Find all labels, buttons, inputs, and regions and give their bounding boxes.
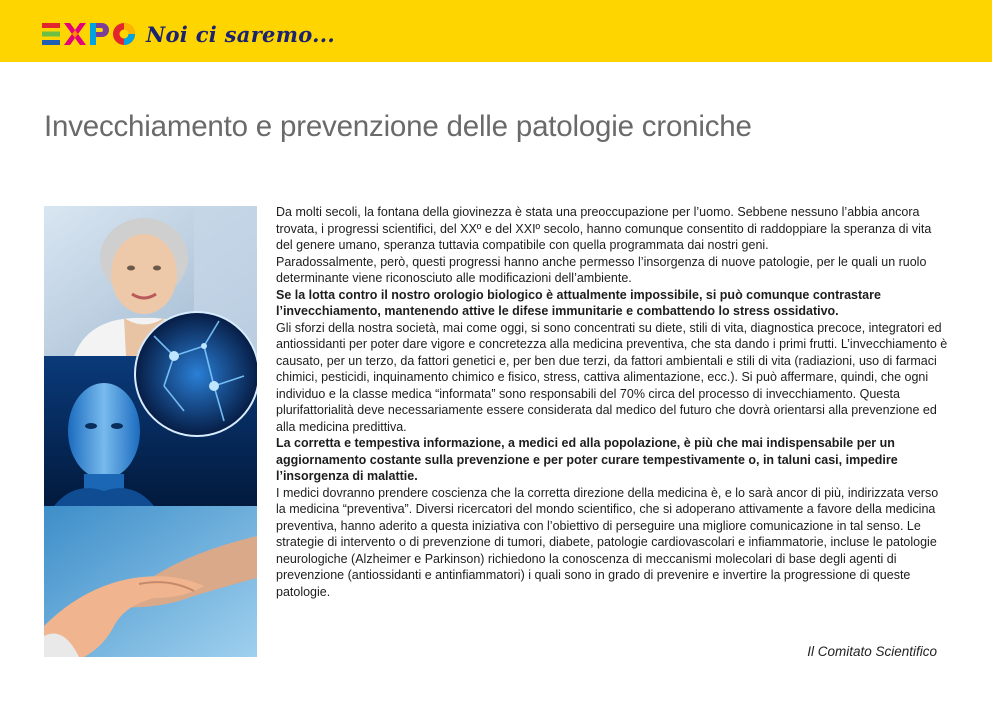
health-photo-collage: [44, 206, 257, 657]
paragraph-paradox: Paradossalmente, però, questi progressi hanno anche permesso l’insorgenza di nuove patologie, per le quali un ruolo determinante viene riconosciuto alle modificazioni dell’ambiente.: [276, 254, 927, 285]
paragraph-intro: Da molti secoli, la fontana della giovinezza è stata una preoccupazione per l’uomo. Sebbene nessuno l’abbia ancora trovata, i progressi scientifici, del XXº e del XXIº secolo, hanno comunque consentito di raddoppiare la speranza di vita del genere umano, speranza tuttavia compatibile con quella programmata dai nostri geni.: [276, 205, 932, 252]
header-bar: [0, 0, 992, 62]
expo-wordmark-icon: [42, 21, 138, 47]
expo-logo[interactable]: [42, 18, 335, 50]
paragraph-highlight-aging: Se la lotta contro il nostro orologio biologico è attualmente impossibile, si può comunque contrastare l’invecchiamento, mantenendo attive le difese immunitarie e combattendo lo stress ossidativo.: [276, 287, 881, 318]
paragraph-highlight-information: La corretta e tempestiva informazione, a medici ed alla popolazione, è più che mai indispensabile per un aggiornamento costante sulla prevenzione e per poter curare tempestivamente o, in taluni casi, impedire l’insorgenza di malattie.: [276, 436, 898, 483]
holding-hands-photo: [44, 506, 257, 657]
paragraph-preventive-medicine: I medici dovranno prendere coscienza che la corretta direzione della medicina è, e lo sarà ancor di più, indirizzata verso la medicina “preventiva”. Diversi ricercatori del mondo scientifico, che si adoperano attivamente a favore della medicina preventiva, hanno aderito a questa iniziativa con l’obiettivo di perseguire una migliore comunicazione in tal senso. Le strategie di intervento o di prevenzione di tumori, diabete, patologie cardiovascolari e infiammatorie, incluse le patologie neurologiche (Alzheimer e Parkinson) richiedono la conoscenza di meccanismi molecolari di base degli agenti di prevenzione (antiossidanti e antinfiammatori) i quali sono in grado di prevenire e invertire la progressione di queste patologie.: [276, 485, 939, 599]
signature: Il Comitato Scientifico: [807, 644, 937, 659]
article-body: [276, 204, 948, 600]
page-title: Invecchiamento e prevenzione delle patologie croniche: [44, 110, 752, 143]
paragraph-efforts: Gli sforzi della nostra società, mai come oggi, si sono concentrati su diete, stili di vita, diagnostica precoce, integratori ed antiossidanti per poter dare vigore e concretezza alla medicina preventiva, che sta dando i primi frutti. L’invecchiamento è causato, per un terzo, da fattori genetici e, per ben due terzi, da fattori ambientali e stili di vita (radiazioni, uso di farmaci chimici, pesticidi, inquinamento chimico e fisico, stress, cattiva alimentazione, ecc.). Si può affermare, quindi, che ogni individuo e la classe medica “informata” sono responsabili del 70% circa del processo di invecchiamento. Questa plurifattorialità deve necessariamente essere considerata dal medico del futuro che dovrà orientarsi alla prevenzione ed alla medicina predittiva.: [276, 320, 948, 434]
slogan: Noi ci saremo...: [146, 21, 336, 47]
